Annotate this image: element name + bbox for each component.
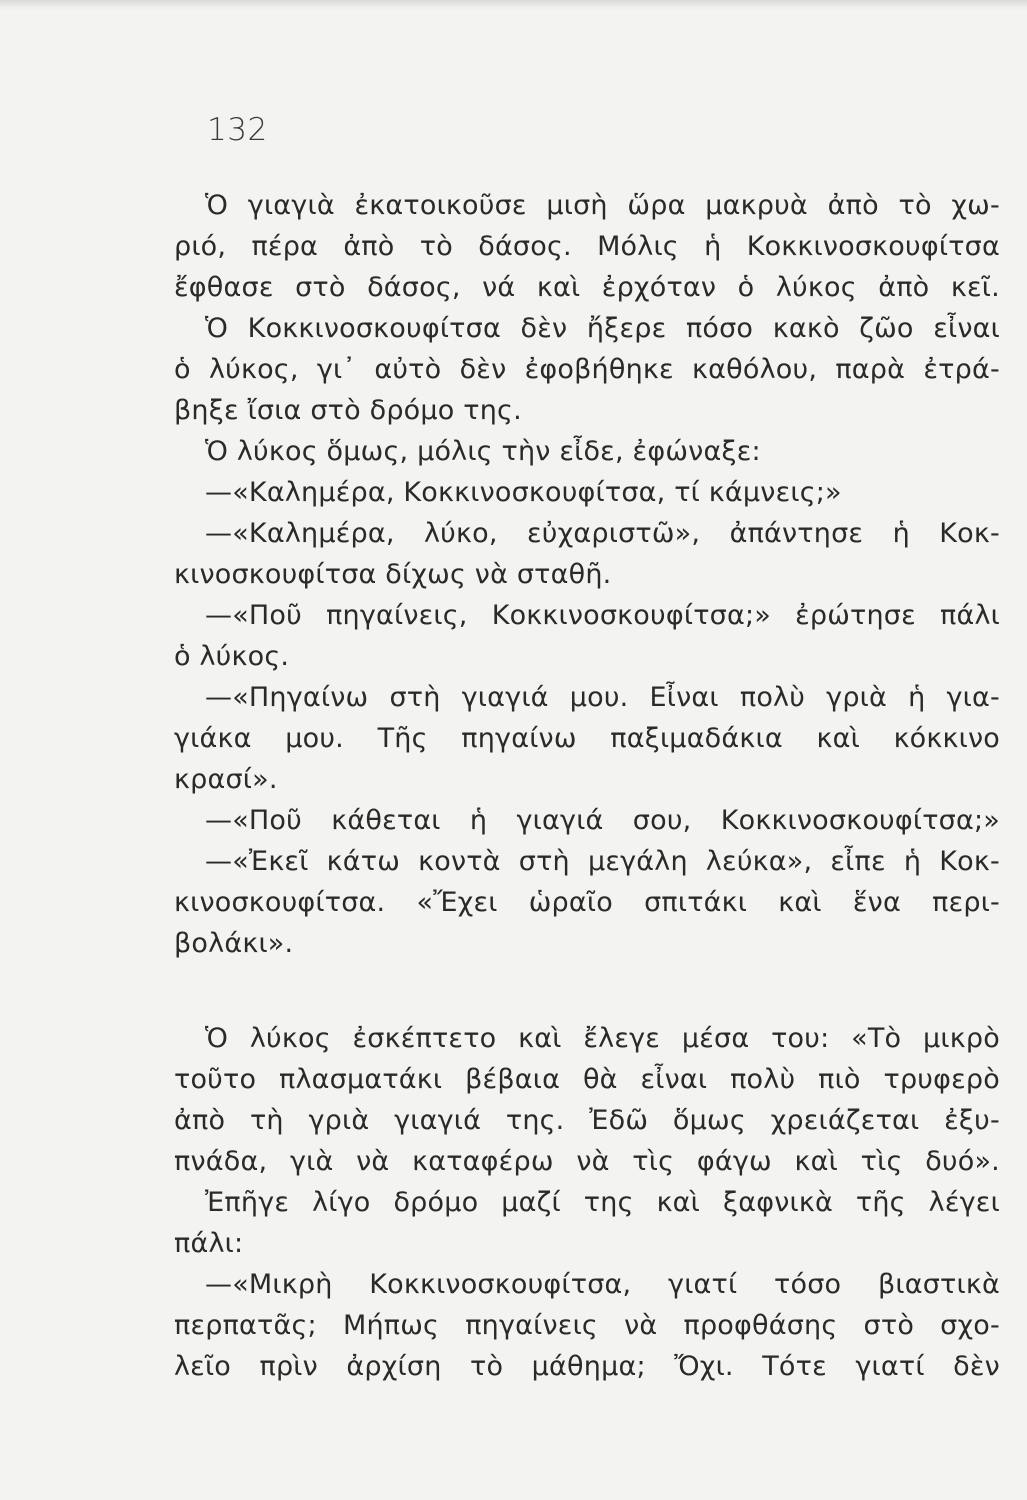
text-line: ὁ λύκος, γι᾽ αὐτὸ δὲν ἐφοβήθηκε καθόλου, παρὰ ἐτρά-: [174, 354, 1000, 385]
text-line: ριό, πέρα ἀπὸ τὸ δάσος. Μόλις ἡ Κοκκινοσκουφίτσα: [174, 231, 1000, 262]
text-line: Ὁ Κοκκινοσκουφίτσα δὲν ἤξερε πόσο κακὸ ζῶο εἶναι: [205, 313, 1000, 344]
text-line: κρασί».: [174, 764, 278, 795]
text-line: Ἐπῆγε λίγο δρόμο μαζί της καὶ ξαφνικὰ τῆς λέγει: [205, 1187, 1000, 1218]
text-line: —«Καλημέρα, λύκο, εὐχαριστῶ», ἀπάντησε ἡ Κοκ-: [205, 518, 1000, 549]
text-line: περπατᾶς; Μήπως πηγαίνεις νὰ προφθάσης στὸ σχο-: [174, 1310, 1000, 1341]
text-line: Ὁ γιαγιὰ ἐκατοικοῦσε μισὴ ὥρα μακρυὰ ἀπὸ τὸ χω-: [205, 190, 1000, 221]
text-line: —«Καλημέρα, Κοκκινοσκουφίτσα, τί κάμνεις;»: [205, 477, 842, 508]
text-line: πάλι:: [174, 1228, 244, 1259]
text-line: —«Ἐκεῖ κάτω κοντὰ στὴ μεγάλη λεύκα», εἶπε ἡ Κοκ-: [205, 846, 1000, 877]
text-line: Ὁ λύκος ἐσκέπτετο καὶ ἔλεγε μέσα του: «Τὸ μικρὸ: [205, 1023, 1000, 1054]
text-line: λεῖο πρὶν ἀρχίση τὸ μάθημα; Ὄχι. Τότε γιατί δὲν: [174, 1351, 1000, 1382]
text-line: πνάδα, γιὰ νὰ καταφέρω νὰ τὶς φάγω καὶ τὶς δυό».: [174, 1146, 1000, 1177]
text-line: κινοσκουφίτσα. «Ἔχει ὡραῖο σπιτάκι καὶ ἕνα περι-: [174, 887, 1000, 918]
text-line: —«Ποῦ πηγαίνεις, Κοκκινοσκουφίτσα;» ἐρώτησε πάλι: [205, 600, 1000, 631]
text-line: —«Πηγαίνω στὴ γιαγιά μου. Εἶναι πολὺ γριὰ ἡ για-: [205, 682, 1000, 713]
text-line: τοῦτο πλασματάκι βέβαια θὰ εἶναι πολὺ πιὸ τρυφερὸ: [174, 1064, 1000, 1095]
page-top-edge: [0, 0, 1027, 10]
text-line: ἔφθασε στὸ δάσος, νά καὶ ἐρχόταν ὁ λύκος ἀπὸ κεῖ.: [174, 272, 1000, 303]
text-line: ἀπὸ τὴ γριὰ γιαγιά της. Ἐδῶ ὅμως χρειάζεται ἐξυ-: [174, 1105, 1000, 1136]
text-line: βολάκι».: [174, 928, 294, 959]
text-line: γιάκα μου. Τῆς πηγαίνω παξιμαδάκια καὶ κόκκινο: [174, 723, 1000, 754]
text-line: Ὁ λύκος ὅμως, μόλις τὴν εἶδε, ἐφώναξε:: [205, 436, 761, 467]
text-line: —«Μικρὴ Κοκκινοσκουφίτσα, γιατί τόσο βιαστικὰ: [205, 1269, 1000, 1300]
text-line: βηξε ἴσια στὸ δρόμο της.: [174, 395, 522, 426]
text-line: κινοσκουφίτσα δίχως νὰ σταθῆ.: [174, 559, 612, 590]
page-number: 132: [207, 112, 268, 148]
text-line: —«Ποῦ κάθεται ἡ γιαγιά σου, Κοκκινοσκουφίτσα;»: [205, 805, 1000, 836]
text-line: ὁ λύκος.: [174, 641, 290, 672]
